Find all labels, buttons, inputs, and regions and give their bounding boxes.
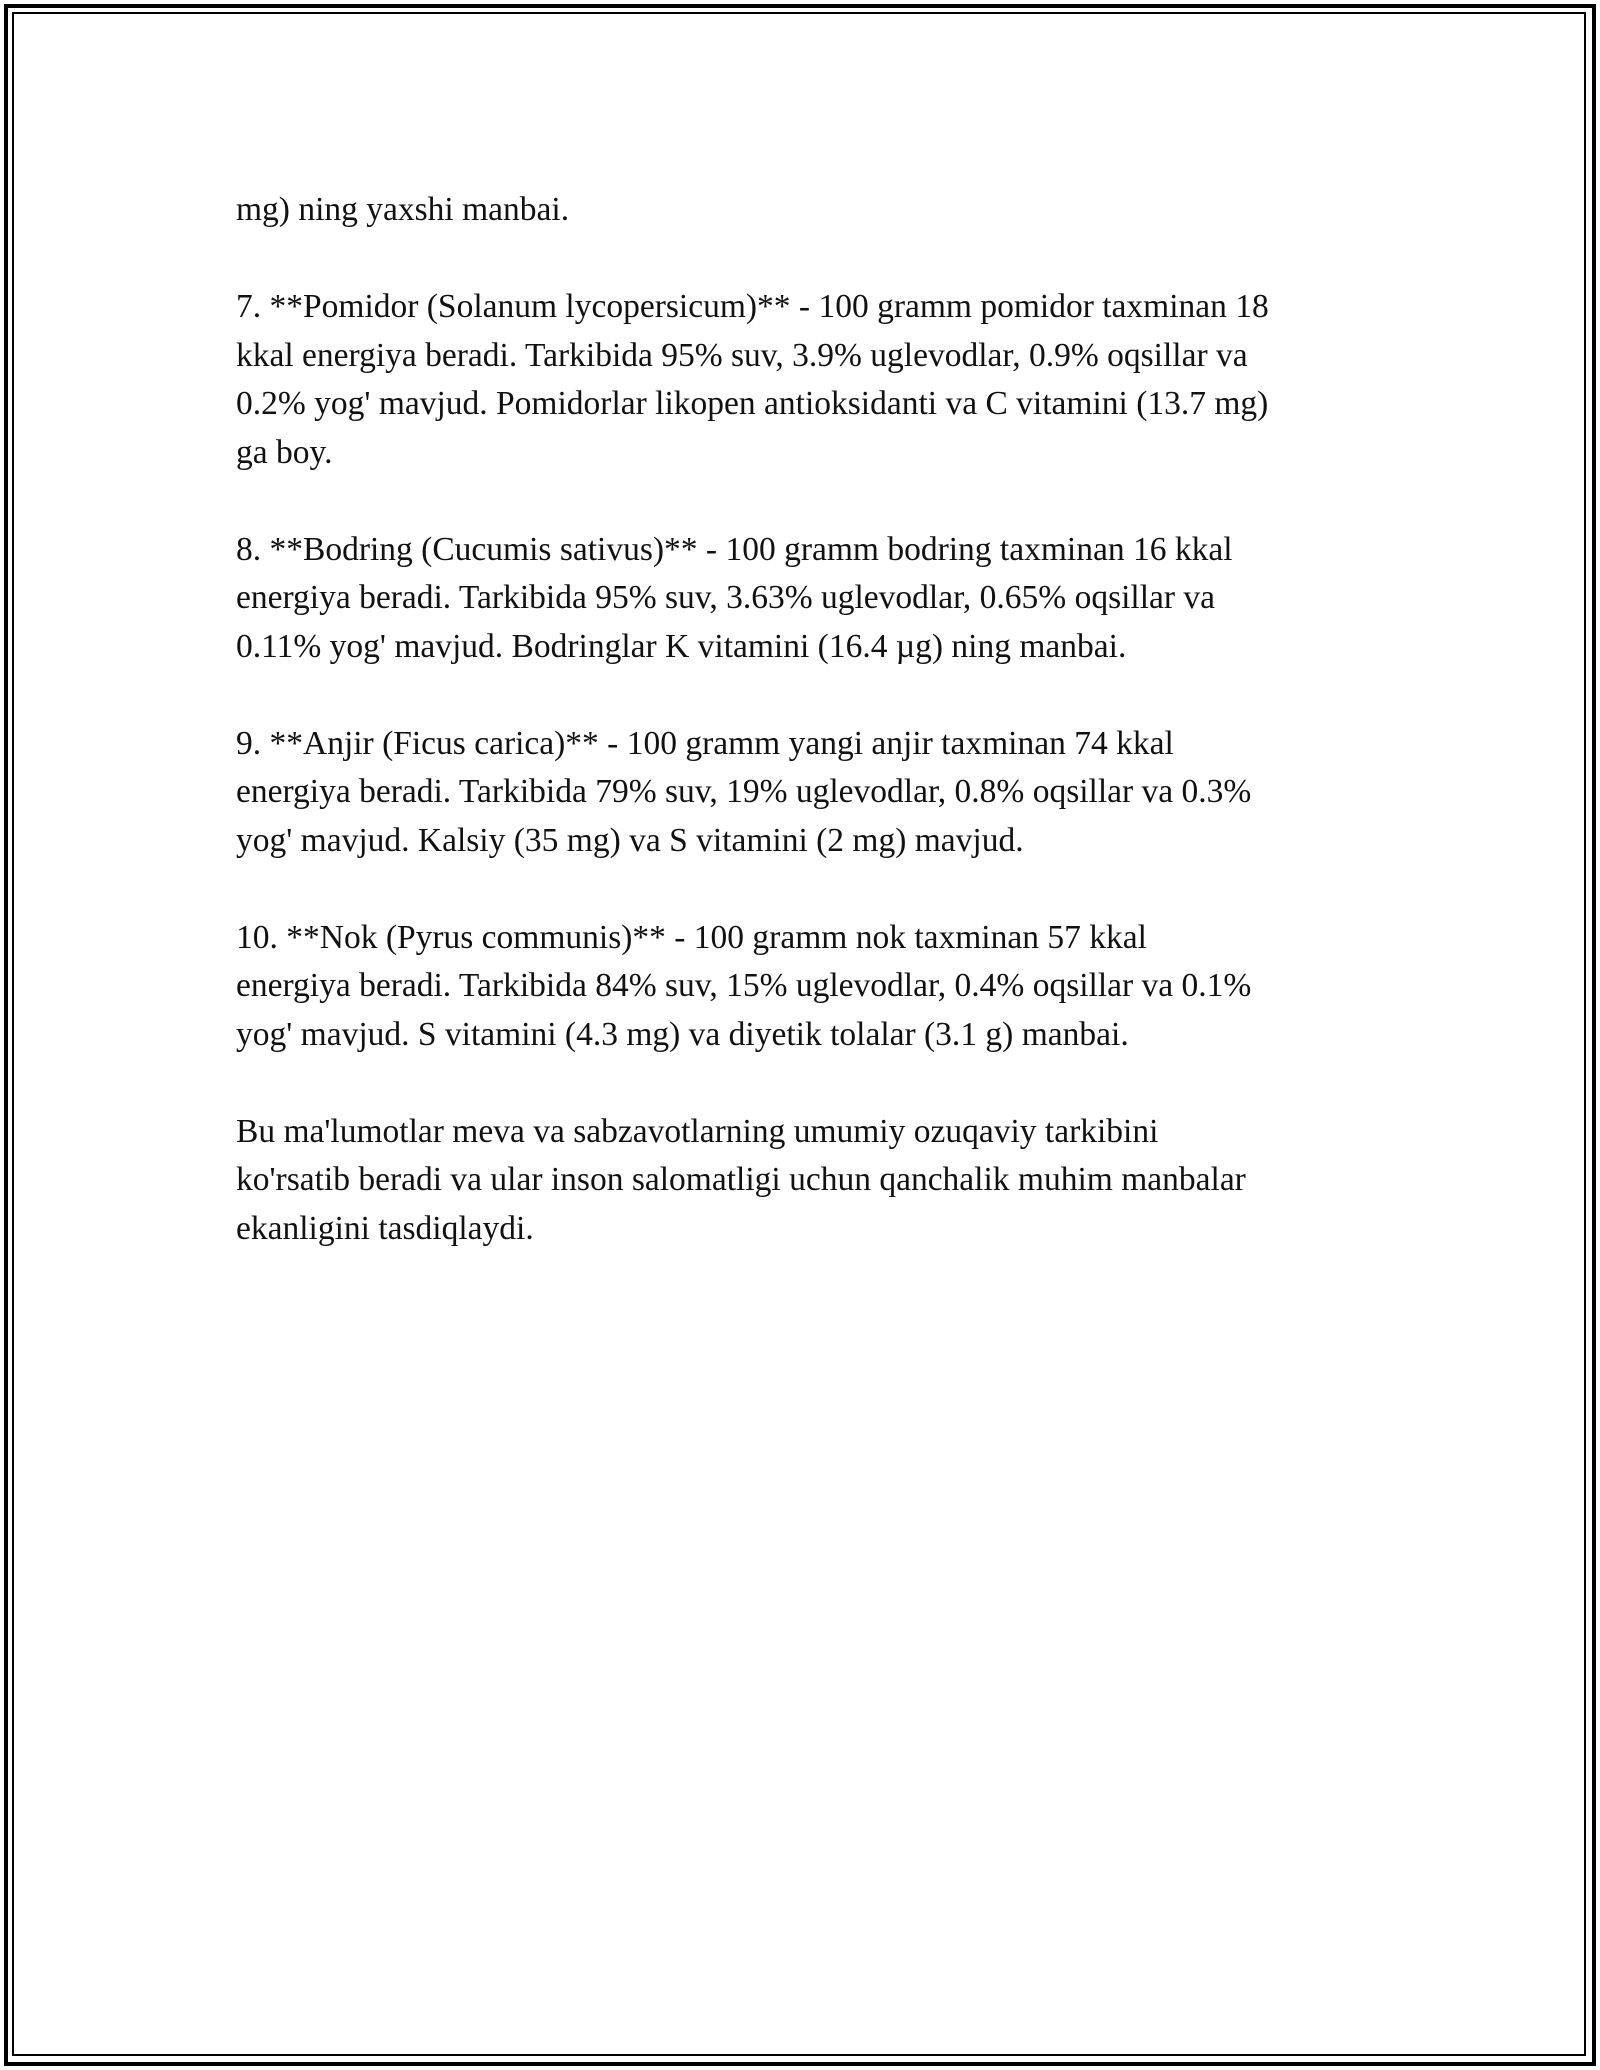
document-body [236,186,1376,1302]
paragraph-item-9-anjir: 9. **Anjir (Ficus carica)** - 100 gramm yangi anjir taxminan 74 kkal energiya beradi. Tarkibida 79% suv, 19% uglevodlar, 0.8% oqsillar va 0.3% yog' mavjud. Kalsiy (35 mg) va S vitamini (2 mg) mavjud. [236,724,1252,859]
paragraph-item-10-nok: 10. **Nok (Pyrus communis)** - 100 gramm nok taxminan 57 kkal energiya beradi. Tarkibida 84% suv, 15% uglevodlar, 0.4% oqsillar va 0.1% yog' mavjud. S vitamini (4.3 mg) va diyetik tolalar (3.1 g) manbai. [236,918,1252,1053]
paragraph-item-8-bodring: 8. **Bodring (Cucumis sativus)** - 100 gramm bodring taxminan 16 kkal energiya beradi. Tarkibida 95% suv, 3.63% uglevodlar, 0.65% oqsillar va 0.11% yog' mavjud. Bodringlar K vitamini (16.4 µg) ning manbai. [236,530,1233,665]
paragraph-continuation: mg) ning yaxshi manbai. [236,191,570,228]
paragraph-item-7-pomidor: 7. **Pomidor (Solanum lycopersicum)** - 100 gramm pomidor taxminan 18 kkal energiya beradi. Tarkibida 95% suv, 3.9% uglevodlar, 0.9% oqsillar va 0.2% yog' mavjud. Pomidorlar likopen antioksidanti va C vitamini (13.7 mg) ga boy. [236,288,1269,471]
paragraph-conclusion: Bu ma'lumotlar meva va sabzavotlarning umumiy ozuqaviy tarkibini ko'rsatib beradi va ular inson salomatligi uchun qanchalik muhim manbalar ekanligini tasdiqlaydi. [236,1112,1246,1247]
